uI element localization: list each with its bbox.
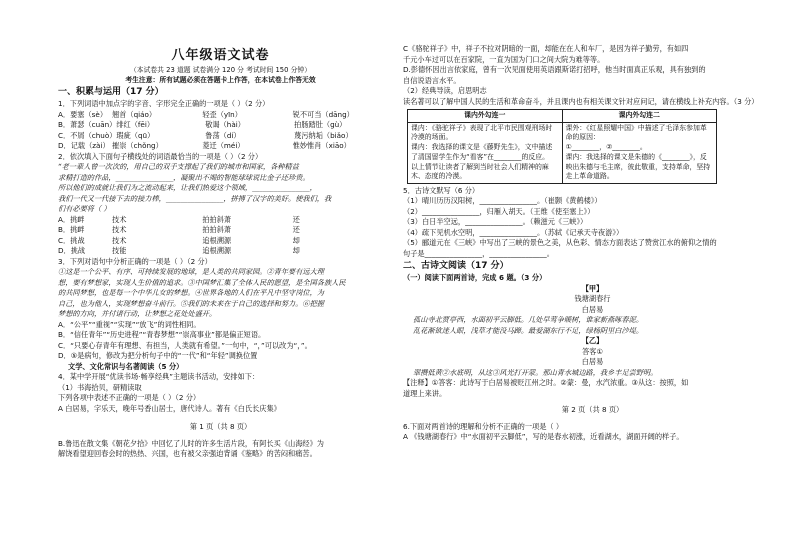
poem-a-line: 乱花渐欲迷人眼，浅草才能没马蹄。最爱湖东行不足，绿杨阴里白沙堤。 — [413, 325, 644, 335]
table-header-1: 课内外勾连一 — [408, 110, 563, 123]
q3-option-b: B．“信任青年”“历史进程”“青春梦想”“崇高事业”都是偏正短语。 — [58, 330, 266, 339]
q3-option-c: C．“只要心存青年有理想、有担当，人类就有希望。”一句中，“，”可以改为“，”。 — [58, 340, 312, 350]
q5-line: （4）疏下见机水空明，________________。（苏轼《记承天寺夜游》） — [403, 227, 624, 237]
q2-option-c: C．挑战 技术 追根溯源 却 — [58, 235, 300, 245]
q1-option-d: D．记载（zài） 摧崇（chǒng） 菱迁（méi） 惟妙惟肖（xiāo） — [58, 141, 351, 150]
q2-passage-line: 我们一代又一代接下去的接力棒，________________，拼搏了汉字的美好。使我们，我 — [58, 193, 332, 203]
exam-notice: 考生注意：所有试题必须在答题卡上作答，在本试卷上作答无效 — [125, 75, 316, 84]
poem-note-2: 道理上来讲。 — [403, 388, 447, 398]
q4-option-b-line1: B.鲁迅在散文集《朝花夕拾》中回忆了儿时的许多生活片段，有阿长买《山海经》为 — [58, 438, 324, 448]
comparison-table — [407, 109, 717, 184]
poem-b-label: 【乙】 — [581, 336, 604, 346]
q4-option-b-line2: 解饶看望迎回春会时的热热、兴国，也有被父亲强迫背诵《鉴略》的苦闷和痛苦。 — [58, 449, 317, 458]
section-2-sub: （一）阅读下面两首诗，完成 6 题。（3 分） — [403, 273, 547, 283]
section-1b-heading: 文学、文化常识与名著阅读（5 分） — [68, 361, 184, 371]
q2-passage-line: 求精打造的作品，________________，凝聚出不竭的智能球球说比金子还珍贵。 — [58, 172, 310, 182]
section-2-heading: 二、古诗文阅读（17 分） — [403, 261, 509, 272]
poem-a-line: 孤山寺北贾亭西，水面初平云脚低。几处早莺争暖树，谁家新燕啄春泥。 — [413, 315, 644, 325]
q2-option-d: D．挑战 技能 追根溯源 却 — [58, 246, 300, 255]
poem-b-author: 白居易 — [581, 357, 604, 367]
q3-passage-line: 自己，也为他人，实现梦想奋斗前行。⑤我们的未来在于自己的选择和努力。⑥把握 — [58, 298, 324, 308]
table-header-row — [408, 110, 717, 123]
q2-passage-line: 们有必要将（ ） — [58, 204, 111, 213]
q4-option-d-line1: D.彭德怀因出言依家庭，曾有一次见面使用英语跟斯诺打招呼，他当时面真正乐观，具有独到的 — [403, 65, 706, 74]
question-4: 4．某中学开展“优读书场·畅享经典”主题读书活动，安排如下： — [58, 372, 260, 381]
question-1: 1．下列词语中加点字的字音、字形完全正确的一项是（ ）（2 分） — [58, 99, 270, 108]
q6-option-a: A 《钱塘湖春行》中“水面初平云脚低”，写的是春水初涨，近看湖水，湖面开阔的样子。 — [403, 432, 684, 442]
q4-sub-1: （1）书海拾贝，研精读取 — [58, 382, 142, 392]
page-number-1: 第 1 页（共 8 页） — [189, 422, 252, 431]
q2-options — [58, 215, 383, 257]
q3-passage-line: 想，要有梦想家，实现人生价值的追求。③中国梦汇集了全体人民的愿望，是全国各族人民 — [58, 277, 346, 287]
q3-option-a: A．“公平”“重视”“实现”“放飞”的词性相同。 — [58, 319, 201, 329]
q5-line: （1）晴川历历汉阳树，________________。（崔颢《黄鹤楼》） — [403, 196, 602, 206]
exam-subtitle: （本试卷共 23 道题 试卷满分 120 分 考试时间 150 分钟） — [129, 66, 312, 74]
poem-note: 【注释】①答客：此诗写于白居易被贬江州之时。②蒙：曼，水汽浓重。③从这：按照，如 — [403, 378, 689, 388]
q4-option-d-line2: 自信说语言水平。 — [403, 75, 461, 85]
poem-a-author: 白居易 — [581, 304, 604, 314]
section-1-heading: 一、积累与运用（17 分） — [58, 87, 164, 97]
question-5: 5．古诗文默写（6 分） — [403, 185, 480, 195]
q3-passage-line: 梦想的方向，并付诸行动，让梦想之花处处盛开。 — [58, 309, 217, 318]
q4-option-a: A 白居易，字乐天，晚年号香山居士，唐代诗人。著有《白氏长庆集》 — [58, 403, 281, 413]
q3-option-d: D．⑤是病句，修改为把分析句子中的“一代”和“年轻”调换位置 — [58, 351, 258, 360]
q1-option-a: A．要塞（sè） 翘首（qiáo） 轻歪（yīn） 锐不可当（dāng） — [58, 109, 354, 119]
q5-line: （3）白日半空远，________________。（赖滋元《三峡》） — [403, 217, 588, 227]
q5-line: （2）________________，归雁入胡天。（王维《使至塞上》） — [403, 206, 595, 216]
q2-passage-line: “老一辈人曾一次次的，用自己的双手支撑起了我们的城市和国家，各种精益 — [58, 162, 299, 171]
q2-passage — [58, 162, 383, 215]
poem-b-line: 翠攒低黄②水底明，从这③风光打开蒙。那山青水城边路，我乡丰足尝野明。 — [413, 367, 658, 377]
table-cell-1: 课内：《骆驼祥子》表现了北平市民围观刑场时冷漠的场面。 课内：我选择的课文是《藤野先生》，文中描述了清国留学生作为“看客”在________的反应。 以上情节让读者了解到当时社会人们精神的麻木、态度的冷漠。 — [408, 122, 563, 183]
q5-line: 句子是________________，________________。 — [403, 248, 554, 258]
question-2: 2．依次填入下面句子横线处的词语最恰当的一项是（ ）（2 分） — [58, 151, 263, 161]
q4-option-c-line1: C《骆驼祥子》中，祥子不拉对阴暗的一面，却能在在人和车厂，是因为祥子勤劳，有如四 — [403, 44, 689, 53]
table-cell-2: 课外：《红星照耀中国》中描述了毛泽东参加革命的原因： ①________，②________。 课内：我选择的课文是朱德的《________》，反映出朱德与毛主席，彼此敬重，支持革命，坚持走上革命道路。 — [562, 122, 717, 183]
q4-option-c-line2: 千元小车过可以在百家院，一直为国为门口之间大院为难等等。 — [403, 54, 605, 64]
q4-sub-2: （2）经典导读，启思明志 — [403, 86, 487, 95]
q3-passage — [58, 267, 383, 320]
poem-a-title: 钱塘湖春行 — [574, 294, 611, 304]
q5-line: （5）郦道元在《三峡》中写出了三峡的景色之美，从色彩、情态方面表达了赞赏江水的俯仰之情的 — [403, 238, 717, 248]
table-header-2: 课内外勾连二 — [562, 110, 717, 123]
q1-option-b: B．萧瑟（cuān） 绯红（fēi） 敬谒（hài） 拍肠踏肚（gù） — [58, 120, 347, 129]
q2-passage-line: 所以他们的成就让我们为之流动起来，让我们热爱这个领域，________________， — [58, 183, 317, 192]
q4-stem: 下列各项中表述不正确的一项是（ ）（2 分） — [58, 393, 201, 402]
poem-b-title: 答客① — [582, 346, 603, 356]
q1-option-c: C．不屑（chuò） 瑕疵（qū） 鲁荡（dí） 蔑污纳垢（biǎo） — [58, 130, 353, 140]
table-row — [408, 122, 717, 183]
question-6: 6.下面对两首诗的理解和分析不正确的一项是（ ） — [403, 421, 564, 431]
right-page — [397, 0, 794, 560]
q4-sub-2-text: 读名著可以了解中国人民的生活和革命奋斗，并且课内也有相关课文针对应问记，请在横线上补充内容。（3 分） — [403, 96, 759, 106]
q3-passage-line: 的共同梦想，也是每一个中华儿女的梦想。④世界各地的人们在平凡中坚守岗位，为 — [58, 288, 324, 297]
poem-a-label: 【甲】 — [581, 283, 604, 293]
question-3: 3．下列对语句中分析正确的一项是（ ）（2 分） — [58, 256, 212, 266]
q3-passage-line: ①这是一个公平、有序、可持续发展的地球，是人类的共同家园。②青年要有远大理 — [58, 267, 324, 276]
page-number-2: 第 2 页（共 8 页） — [561, 405, 624, 415]
exam-title: 八年级语文试卷 — [171, 48, 270, 63]
q1-options — [58, 110, 383, 152]
q2-option-a: A．挑衅 技术 拍拍斜萧 还 — [58, 214, 300, 224]
q2-option-b: B．挑衅 技术 拍拍斜萧 还 — [58, 225, 300, 234]
